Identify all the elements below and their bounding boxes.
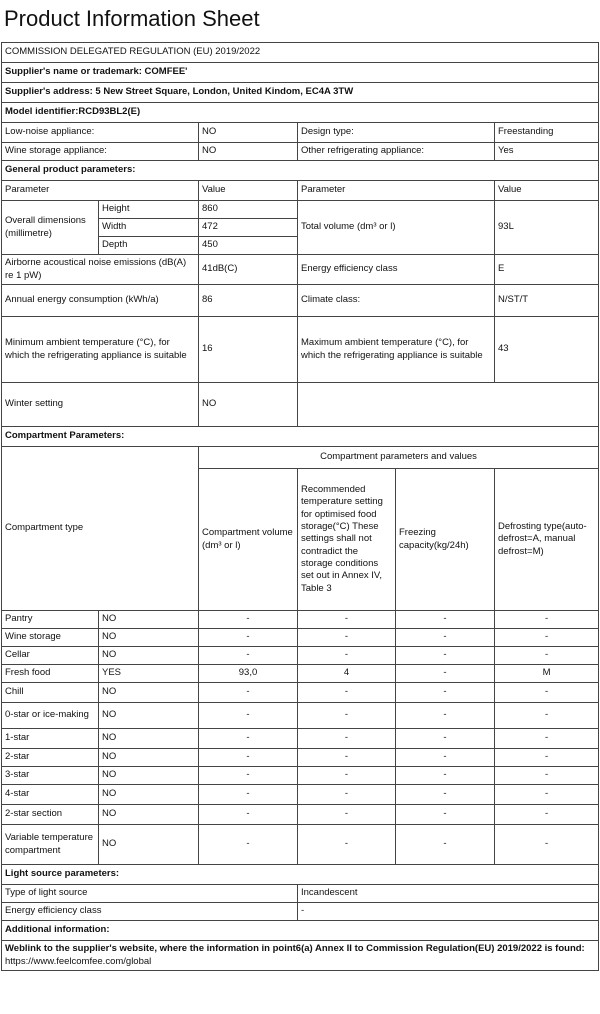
table-row [2, 729, 599, 749]
empty-cell [298, 383, 599, 427]
max-temp-value: 43 [495, 317, 599, 383]
compartment-present: NO [99, 785, 199, 805]
compartment-name: 0-star or ice-making [2, 703, 99, 729]
compartment-freezing: - [396, 665, 495, 683]
compartment-temp: - [298, 749, 396, 767]
recommended-temp-header: Recommended temperature setting for optimised food storage(°C) These settings shall not contradict the storage conditions set out in Annex IV, Table 3 [298, 469, 396, 611]
other-refrigerating-label: Other refrigerating appliance: [298, 143, 495, 161]
light-energy-class-label: Energy efficiency class [2, 903, 298, 921]
compartment-volume: - [199, 729, 298, 749]
general-parameters-header: General product parameters: [2, 161, 599, 181]
weblink-label: Weblink to the supplier's website, where the information in point6(a) Annex II to Commission Regulation(EU) 2019/2022 is found: [5, 943, 585, 955]
compartment-present: NO [99, 767, 199, 785]
compartment-volume: 93,0 [199, 665, 298, 683]
value-col-header-2: Value [495, 181, 599, 201]
value-col-header: Value [199, 181, 298, 201]
compartment-name: Fresh food [2, 665, 99, 683]
weblink-cell [2, 941, 599, 971]
total-volume-label: Total volume (dm³ or l) [298, 201, 495, 255]
product-info-table [1, 42, 599, 971]
compartment-volume: - [199, 683, 298, 703]
compartment-type-header: Compartment type [2, 447, 199, 611]
compartment-defrost: - [495, 805, 599, 825]
depth-label: Depth [99, 237, 199, 255]
compartment-present: NO [99, 683, 199, 703]
compartment-name: Chill [2, 683, 99, 703]
table-row [2, 611, 599, 629]
compartment-temp: - [298, 767, 396, 785]
compartment-name: 4-star [2, 785, 99, 805]
depth-value: 450 [199, 237, 298, 255]
additional-info-header: Additional information: [2, 921, 599, 941]
annual-energy-label: Annual energy consumption (kWh/a) [2, 285, 199, 317]
parameter-col-header-2: Parameter [298, 181, 495, 201]
compartment-defrost: - [495, 767, 599, 785]
overall-dimensions-label: Overall dimensions (millimetre) [2, 201, 99, 255]
table-row [2, 683, 599, 703]
compartment-name: Wine storage [2, 629, 99, 647]
compartment-defrost: - [495, 629, 599, 647]
compartment-name: 1-star [2, 729, 99, 749]
compartment-present: NO [99, 825, 199, 865]
compartment-freezing: - [396, 805, 495, 825]
compartment-volume: - [199, 785, 298, 805]
compartment-name: 3-star [2, 767, 99, 785]
compartment-defrost: - [495, 611, 599, 629]
compartment-name: Variable temperature compartment [2, 825, 99, 865]
energy-class-value: E [495, 255, 599, 285]
compartment-present: NO [99, 749, 199, 767]
climate-class-label: Climate class: [298, 285, 495, 317]
compartment-freezing: - [396, 729, 495, 749]
compartment-freezing: - [396, 647, 495, 665]
climate-class-value: N/ST/T [495, 285, 599, 317]
height-label: Height [99, 201, 199, 219]
min-temp-value: 16 [199, 317, 298, 383]
compartment-rows [2, 611, 599, 865]
compartment-freezing: - [396, 825, 495, 865]
compartment-temp: - [298, 683, 396, 703]
compartment-present: NO [99, 647, 199, 665]
page-title: Product Information Sheet [4, 6, 260, 31]
compartment-volume: - [199, 749, 298, 767]
compartment-freezing: - [396, 767, 495, 785]
compartment-present: NO [99, 805, 199, 825]
compartment-defrost: - [495, 647, 599, 665]
design-type-label: Design type: [298, 123, 495, 143]
light-type-label: Type of light source [2, 885, 298, 903]
compartment-volume-header: Compartment volume (dm³ or l) [199, 469, 298, 611]
noise-emissions-label: Airborne acoustical noise emissions (dB(A) re 1 pW) [2, 255, 199, 285]
compartment-volume: - [199, 611, 298, 629]
compartment-freezing: - [396, 683, 495, 703]
supplier-name: Supplier's name or trademark: COMFEE' [2, 63, 599, 83]
winter-setting-label: Winter setting [2, 383, 199, 427]
defrosting-type-header: Defrosting type(auto-defrost=A, manual defrost=M) [495, 469, 599, 611]
compartment-defrost: - [495, 825, 599, 865]
total-volume-value: 93L [495, 201, 599, 255]
compartment-name: Cellar [2, 647, 99, 665]
winter-setting-value: NO [199, 383, 298, 427]
compartment-freezing: - [396, 629, 495, 647]
compartment-temp: - [298, 729, 396, 749]
low-noise-label: Low-noise appliance: [2, 123, 199, 143]
compartment-present: NO [99, 611, 199, 629]
compartment-parameters-header: Compartment Parameters: [2, 427, 599, 447]
compartment-temp: - [298, 785, 396, 805]
supplier-address: Supplier's address: 5 New Street Square, London, United Kindom, EC4A 3TW [2, 83, 599, 103]
table-row [2, 665, 599, 683]
width-label: Width [99, 219, 199, 237]
max-temp-label: Maximum ambient temperature (°C), for which the refrigerating appliance is suitable [298, 317, 495, 383]
annual-energy-value: 86 [199, 285, 298, 317]
compartment-volume: - [199, 647, 298, 665]
compartment-defrost: - [495, 785, 599, 805]
parameter-col-header: Parameter [2, 181, 199, 201]
energy-class-label: Energy efficiency class [298, 255, 495, 285]
light-energy-class-value: - [298, 903, 599, 921]
compartment-temp: - [298, 611, 396, 629]
low-noise-value: NO [199, 123, 298, 143]
table-row [2, 629, 599, 647]
compartment-name: 2-star [2, 749, 99, 767]
compartment-defrost: M [495, 665, 599, 683]
design-type-value: Freestanding [495, 123, 599, 143]
compartment-volume: - [199, 825, 298, 865]
compartment-freezing: - [396, 611, 495, 629]
model-identifier: Model identifier:RCD93BL2(E) [2, 103, 599, 123]
compartment-defrost: - [495, 749, 599, 767]
compartment-defrost: - [495, 683, 599, 703]
table-row [2, 785, 599, 805]
compartment-present: NO [99, 629, 199, 647]
compartment-freezing: - [396, 785, 495, 805]
table-row [2, 805, 599, 825]
compartment-temp: - [298, 703, 396, 729]
wine-storage-label: Wine storage appliance: [2, 143, 199, 161]
compartment-temp: - [298, 825, 396, 865]
freezing-capacity-header: Freezing capacity(kg/24h) [396, 469, 495, 611]
compartment-freezing: - [396, 749, 495, 767]
compartment-temp: - [298, 647, 396, 665]
compartment-params-values-header: Compartment parameters and values [199, 447, 599, 469]
compartment-volume: - [199, 629, 298, 647]
compartment-name: Pantry [2, 611, 99, 629]
compartment-name: 2-star section [2, 805, 99, 825]
compartment-volume: - [199, 703, 298, 729]
width-value: 472 [199, 219, 298, 237]
compartment-volume: - [199, 767, 298, 785]
min-temp-label: Minimum ambient temperature (°C), for which the refrigerating appliance is suitable [2, 317, 199, 383]
wine-storage-value: NO [199, 143, 298, 161]
compartment-defrost: - [495, 729, 599, 749]
table-row [2, 767, 599, 785]
compartment-volume: - [199, 805, 298, 825]
noise-emissions-value: 41dB(C) [199, 255, 298, 285]
compartment-temp: - [298, 629, 396, 647]
compartment-temp: - [298, 805, 396, 825]
height-value: 860 [199, 201, 298, 219]
table-row [2, 647, 599, 665]
compartment-present: NO [99, 729, 199, 749]
compartment-present: NO [99, 703, 199, 729]
other-refrigerating-value: Yes [495, 143, 599, 161]
compartment-defrost: - [495, 703, 599, 729]
compartment-present: YES [99, 665, 199, 683]
regulation-text: COMMISSION DELEGATED REGULATION (EU) 2019/2022 [2, 43, 599, 63]
table-row [2, 825, 599, 865]
table-row [2, 749, 599, 767]
compartment-freezing: - [396, 703, 495, 729]
weblink-url[interactable]: https://www.feelcomfee.com/global [5, 955, 152, 967]
compartment-temp: 4 [298, 665, 396, 683]
light-type-value: Incandescent [298, 885, 599, 903]
light-source-header: Light source parameters: [2, 865, 599, 885]
table-row [2, 703, 599, 729]
